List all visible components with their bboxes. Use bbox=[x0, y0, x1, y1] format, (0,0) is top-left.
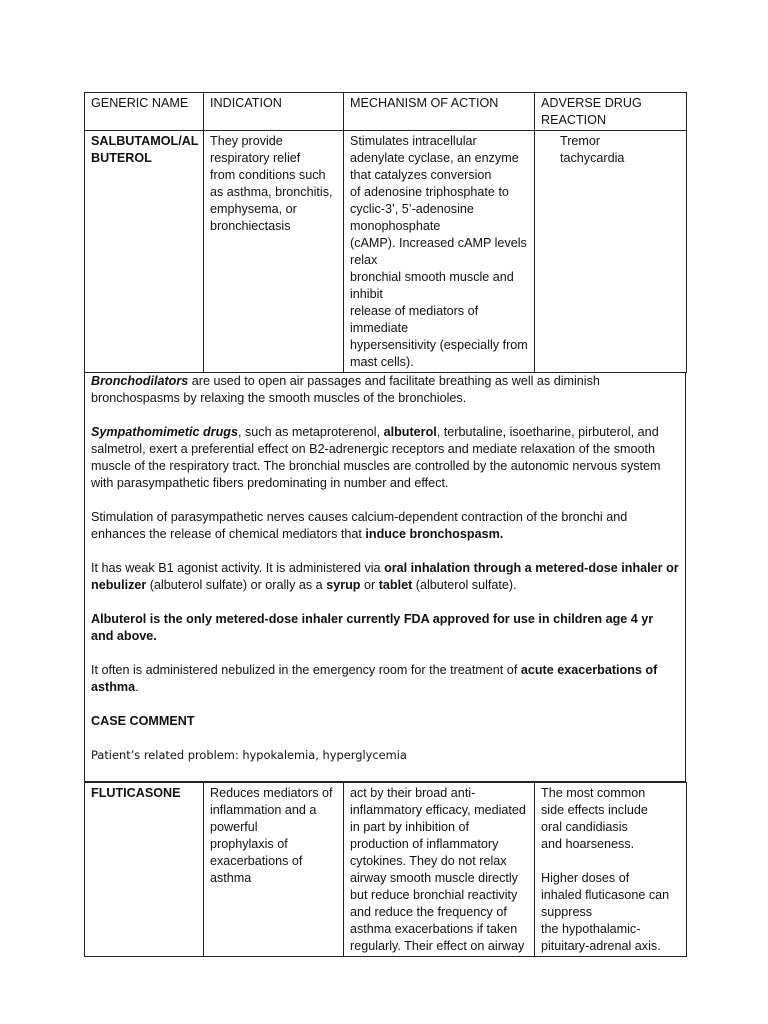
emphasis-tablet: tablet bbox=[378, 578, 413, 592]
paragraph-text: Stimulation of parasympathetic nerves causes calcium-dependent contraction of the bronchi and enhances the release of chemical mediators that bbox=[91, 510, 628, 541]
adverse-reaction-cell: Tremor tachycardia bbox=[535, 131, 687, 373]
paragraph-text: or bbox=[360, 578, 379, 592]
notes-section bbox=[84, 373, 686, 782]
drug-table-salbutamol bbox=[84, 92, 687, 373]
paragraph-bronchodilators bbox=[91, 373, 679, 407]
header-mechanism: MECHANISM OF ACTION bbox=[344, 93, 535, 131]
header-indication: INDICATION bbox=[204, 93, 344, 131]
term-sympathomimetic: Sympathomimetic drugs bbox=[91, 425, 238, 439]
paragraph-text: are used to open air passages and facilitate breathing as well as diminish bronchospasms by relaxing the smooth muscles of the bronchioles. bbox=[91, 374, 600, 405]
emphasis-bronchospasm: induce bronchospasm. bbox=[365, 527, 504, 541]
paragraph-text: (albuterol sulfate). bbox=[412, 578, 517, 592]
mechanism-cell: act by their broad anti- inflammatory efficacy, mediated in part by inhibition of production of inflammatory cytokines. They do not relax airway smooth muscle directly but reduce bronchial reactivity and reduce the frequency of asthma exacerbations if taken regularly. Their effect on airway bbox=[344, 783, 535, 957]
table-row bbox=[85, 131, 687, 373]
mechanism-cell: Stimulates intracellular adenylate cyclase, an enzyme that catalyzes conversion of adenosine triphosphate to cyclic-3’, 5’-adenosine monophosphate (cAMP). Increased cAMP levels relax bronchial smooth muscle and inhibit release of mediators of immediate hypersensitivity (especially from mast cells). bbox=[344, 131, 535, 373]
table-header-row bbox=[85, 93, 687, 131]
paragraph-sympathomimetic bbox=[91, 424, 679, 492]
paragraph-text: , terbutaline, isoetharine, pirbuterol, and salmetrol, exert a preferential effect on B2-adrenergic receptors and mediate relaxation of the smooth muscle of the respiratory tract. The bronchial muscles are controlled by the autonomic nervous system with parasympathetic fibers predominating in number and effect. bbox=[91, 425, 661, 490]
case-comment-heading: CASE COMMENT bbox=[91, 714, 195, 728]
adverse-reaction-cell: The most common side effects include oral candidiasis and hoarseness. Higher doses of inhaled fluticasone can suppress the hypothalamic- pituitary-adrenal axis. bbox=[535, 783, 687, 957]
emphasis-syrup: syrup bbox=[326, 578, 361, 592]
paragraph-fda-approval: Albuterol is the only metered-dose inhaler currently FDA approved for use in children age 4 yr and above. bbox=[91, 612, 654, 643]
header-generic-name: GENERIC NAME bbox=[85, 93, 204, 131]
paragraph-text: (albuterol sulfate) or orally as a bbox=[146, 578, 327, 592]
paragraph-text: , such as metaproterenol, bbox=[237, 425, 384, 439]
table-row bbox=[85, 783, 687, 957]
term-albuterol: albuterol bbox=[383, 425, 437, 439]
indication-cell: They provide respiratory relief from conditions such as asthma, bronchitis, emphysema, or bronchiectasis bbox=[204, 131, 344, 373]
generic-name-cell: FLUTICASONE bbox=[85, 783, 204, 957]
paragraph-parasympathetic bbox=[91, 509, 679, 543]
paragraph-administration bbox=[91, 560, 679, 594]
paragraph-text: . bbox=[135, 680, 139, 694]
term-bronchodilators: Bronchodilators bbox=[91, 374, 189, 388]
generic-name-cell: SALBUTAMOL/AL BUTEROL bbox=[85, 131, 204, 373]
drug-table-fluticasone bbox=[84, 782, 687, 957]
paragraph-text: It often is administered nebulized in the emergency room for the treatment of bbox=[91, 663, 521, 677]
document-page bbox=[84, 92, 686, 957]
indication-cell: Reduces mediators of inflammation and a powerful prophylaxis of exacerbations of asthma bbox=[204, 783, 344, 957]
paragraph-text: It has weak B1 agonist activity. It is administered via bbox=[91, 561, 385, 575]
header-adverse-reaction: ADVERSE DRUG REACTION bbox=[535, 93, 687, 131]
case-related-problem: Patient’s related problem: hypokalemia, hyperglycemia bbox=[91, 748, 407, 762]
emphasis-inhaler: oral inhalation through a metered-dose inhaler or nebulizer bbox=[91, 561, 679, 592]
emphasis-acute-exacerbations: acute exacerbations of asthma bbox=[91, 663, 658, 694]
paragraph-emergency bbox=[91, 662, 679, 696]
